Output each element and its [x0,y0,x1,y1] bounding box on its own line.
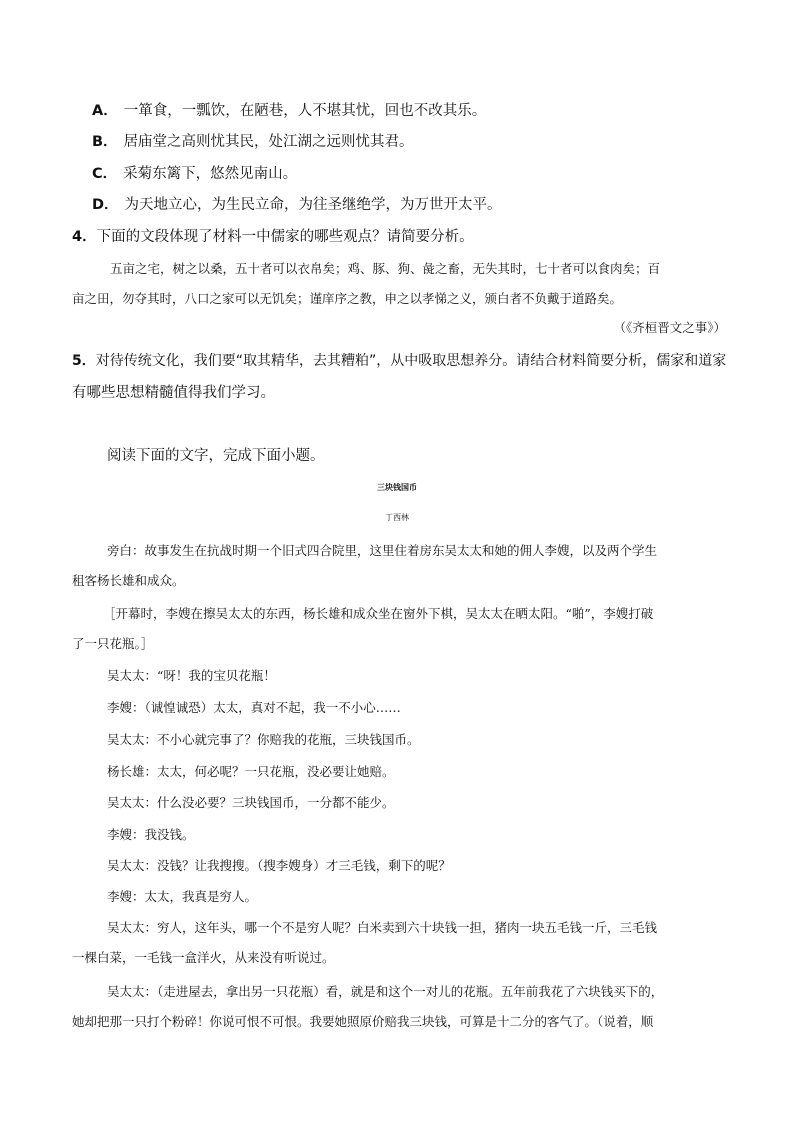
quote-source: （《齐桓晋文之事》） [613,320,726,335]
option-letter: D． [92,197,119,213]
passage-line: 李嫂：太太，我真是穷人。 [107,889,258,904]
question-text-continued: 有哪些思想精髓值得我们学习。 [72,385,275,401]
option-text: 居庙堂之高则忧其民，处江湖之远则忧其君。 [123,134,414,150]
question-number: 4． [72,229,97,245]
passage-line: 她却把那一只打个粉碎！你说可恨不可恨。我要她照原价赔我三块钱，可算是十二分的客气了。（说着，顺 [72,1014,654,1029]
passage-title: 三块钱国币 [377,482,417,492]
option-c [92,167,297,182]
passage-line: 吴太太：穷人，这年头，哪一个不是穷人呢？白米卖到六十块钱一担，猪肉一块五毛钱一斤，三毛钱 [107,920,658,935]
question-number: 5． [72,353,96,369]
passage-line: ［开幕时，李嫂在擦吴太太的东西，杨长雄和成众坐在窗外下棋，吴太太在晒太阳。“啪”，李嫂打破 [103,606,654,621]
passage-line: 一棵白菜，一毛钱一盒洋火，从来没有听说过。 [72,950,335,965]
passage-line: 李嫂：（诚惶诚恐）太太，真对不起，我一不小心…… [107,700,401,715]
option-b [92,135,414,150]
quote-line: 亩之田，勿夺其时，八口之家可以无饥矣；谨庠序之教，申之以孝悌之义，颁白者不负戴于道路矣。 [72,291,623,306]
passage-line: 租客杨长雄和成众。 [72,573,185,588]
passage-line: 旁白：故事发生在抗战时期一个旧式四合院里，这里住着房东吴太太和她的佣人李嫂，以及两个学生 [107,543,658,558]
question-5 [72,354,726,368]
option-a [92,104,486,119]
option-text: 为天地立心，为生民立命，为往圣继绝学，为万世开太平。 [124,197,502,213]
passage-line: 杨长雄：太太，何必呢？一只花瓶，没必要让她赔。 [107,764,395,779]
option-text: 采菊东篱下，悠然见南山。 [123,166,298,182]
option-letter: A． [92,103,118,119]
passage-author: 丁西林 [385,513,409,522]
passage-line: 吴太太：“呀！我的宝贝花瓶！ [107,668,276,683]
passage-line: 吴太太：不小心就完事了？你赔我的花瓶，三块钱国币。 [107,732,420,747]
passage-line: 李嫂：我没钱。 [107,827,195,842]
passage-line: 吴太太：没钱？让我搜搜。（搜李嫂身）才三毛钱，剩下的呢？ [107,858,451,873]
option-text: 一箪食，一瓢饮，在陋巷，人不堪其忧，回也不改其乐。 [123,103,487,119]
option-letter: C． [92,166,118,182]
option-letter: B． [92,134,118,150]
passage-instruction: 阅读下面的文字，完成下面小题。 [107,448,325,464]
passage-line: 了一只花瓶。］ [72,636,154,651]
question-text: 下面的文段体现了材料一中儒家的哪些观点？请简要分析。 [96,229,474,245]
passage-line: 吴太太：（走进屋去，拿出另一只花瓶）看，就是和这个一对儿的花瓶。五年前我花了六块钱买下的， [107,984,664,999]
quote-line: 五亩之宅，树之以桑，五十者可以衣帛矣；鸡、豚、狗、彘之畜，无失其时，七十者可以食肉矣；百 [110,261,661,276]
question-text: 对待传统文化，我们要“取其精华，去其糟粕”，从中吸取思想养分。请结合材料简要分析，儒家和道家 [95,353,727,369]
option-d [92,198,502,213]
passage-line: 吴太太：什么没必要？三块钱国币，一分都不能少。 [107,795,395,810]
question-4 [72,230,474,245]
